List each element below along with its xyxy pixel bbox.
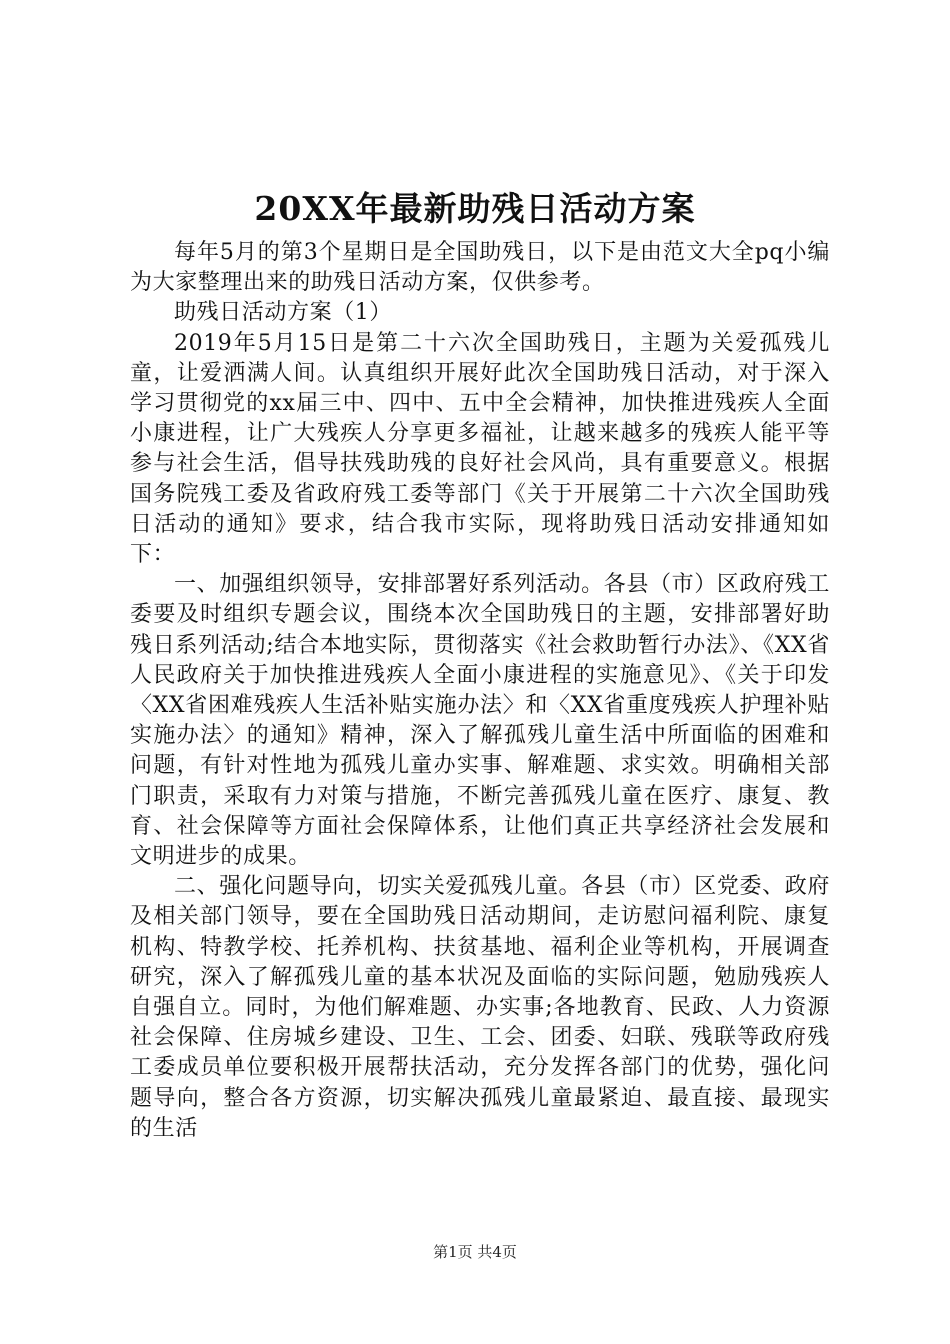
document-title: 20XX年最新助残日活动方案 xyxy=(254,189,696,228)
body-paragraph: 二、强化问题导向，切实关爱孤残儿童。各县（市）区党委、政府及相关部门领导，要在全国助残日活动期间，走访慰问福利院、康复机构、特教学校、托养机构、扶贫基地、福利企业等机构，开展调查研究，深入了解孤残儿童的基本状况及面临的实际问题，勉励残疾人自强自立。同时，为他们解难题、办实事;各地教育、民政、人力资源社会保障、住房城乡建设、卫生、工会、团委、妇联、残联等政府残工委成员单位要积极开展帮扶活动，充分发挥各部门的优势，强化问题导向，整合各方资源，切实解决孤残儿童最紧迫、最直接、最现实的生活 xyxy=(130,874,830,1141)
page-number: 第1页 共4页 xyxy=(433,1243,517,1261)
body-paragraph: 2019年5月15日是第二十六次全国助残日，主题为关爱孤残儿童，让爱洒满人间。认真组织开展好此次全国助残日活动，对于深入学习贯彻党的xx届三中、四中、五中全会精神，加快推进残疾人全面小康进程，让广大残疾人分享更多福祉，让越来越多的残疾人能平等参与社会生活，倡导扶残助残的良好社会风尚，具有重要意义。根据国务院残工委及省政府残工委等部门《关于开展第二十六次全国助残日活动的通知》要求，结合我市实际，现将助残日活动安排通知如下： xyxy=(130,330,830,568)
document-body xyxy=(130,238,830,1144)
body-paragraph: 一、加强组织领导，安排部署好系列活动。各县（市）区政府残工委要及时组织专题会议，围绕本次全国助残日的主题，安排部署好助残日系列活动;结合本地实际，贯彻落实《社会救助暂行办法》、《XX省人民政府关于加快推进残疾人全面小康进程的实施意见》、《关于印发〈XX省困难残疾人生活补贴实施办法〉和〈XX省重度残疾人护理补贴实施办法〉的通知》精神，深入了解孤残儿童生活中所面临的困难和问题，有针对性地为孤残儿童办实事、解难题、求实效。明确相关部门职责，采取有力对策与措施，不断完善孤残儿童在医疗、康复、教育、社会保障等方面社会保障体系，让他们真正共享经济社会发展和文明进步的成果。 xyxy=(130,572,830,870)
section-heading: 助残日活动方案（1） xyxy=(174,300,392,326)
intro-paragraph: 每年5月的第3个星期日是全国助残日，以下是由范文大全pq小编为大家整理出来的助残日活动方案，仅供参考。 xyxy=(130,240,830,296)
